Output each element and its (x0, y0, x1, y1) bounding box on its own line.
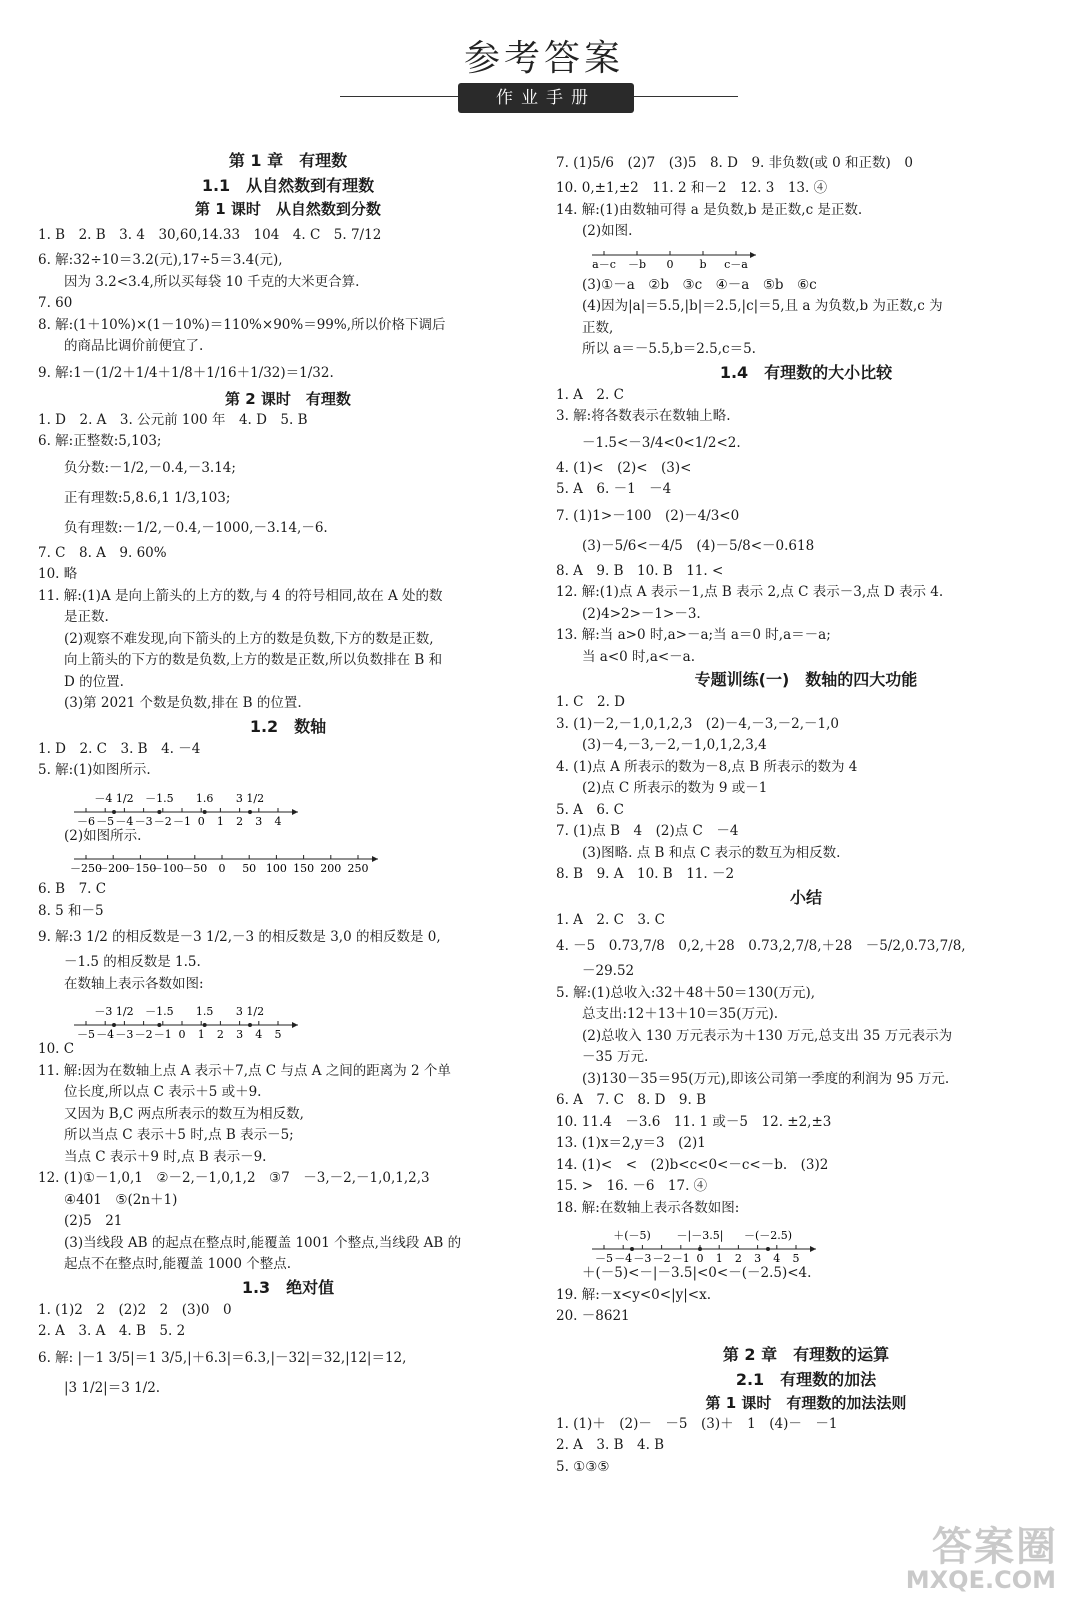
answer-line: 13. 解:当 a>0 时,a>－a;当 a＝0 时,a＝－a; (556, 627, 831, 643)
answer-line: 所以 a＝－5.5,b＝2.5,c＝5. (582, 341, 756, 357)
axis-point (112, 1023, 116, 1027)
number-line-axis3 (64, 995, 304, 1041)
answer-line: (3)第 2021 个数是负数,排在 B 的位置. (64, 695, 302, 711)
axis-tick-label: 4 (773, 1252, 781, 1265)
axis-tick-label: －1 (671, 1252, 690, 1265)
answer-line: 5. A 6. －1 －4 (556, 481, 672, 497)
axis-tick-label: －2 (652, 1252, 671, 1265)
axis-point-label: －4 1/2 (94, 791, 134, 805)
answer-line: 负分数:－1/2,－0.4,－3.14; (64, 459, 236, 476)
left-column (38, 148, 538, 1403)
answer-line: 1. (1)＋ (2)－ －5 (3)＋ 1 (4)－ －1 (556, 1415, 838, 1432)
answer-line: 7. (1)点 B 4 (2)点 C －4 (556, 823, 739, 839)
section-heading: 专题训练(一) 数轴的四大功能 (694, 670, 918, 689)
answer-line: 14. (1)< < (2)b<c<0<－c<－b. (3)2 (556, 1156, 829, 1173)
spacer (556, 1328, 1056, 1342)
section-heading: 1.2 数轴 (249, 716, 327, 736)
axis-tick-label: －2 (134, 1028, 153, 1041)
answer-line: 6. A 7. C 8. D 9. B (556, 1092, 707, 1108)
answer-line: 3. (1)－2,－1,0,1,2,3 (2)－4,－3,－2,－1,0 (556, 715, 840, 732)
axis-point (203, 810, 207, 814)
answer-line: 8. 5 和－5 (38, 902, 104, 919)
axis-tick-label: b (699, 257, 707, 271)
axis-point (157, 810, 161, 814)
answer-line: 当 a<0 时,a<－a. (582, 648, 696, 665)
axis-tick-label: －50 (182, 862, 208, 875)
answer-line: 是正数. (64, 609, 109, 625)
axis-tick-label: a－c (592, 257, 616, 271)
axis-point-label: 1.5 (195, 1005, 214, 1018)
axis-tick-label: 100 (265, 862, 287, 875)
axis-point-label: 3 1/2 (235, 791, 265, 805)
axis-point-label: －3 1/2 (94, 1005, 134, 1018)
axis-tick-label: 1 (197, 1028, 205, 1041)
answer-line: (2)总收入 130 万元表示为＋130 万元,总支出 35 万元表示为 (582, 1027, 953, 1044)
answer-line: 8. B 9. A 10. B 11. －2 (556, 866, 735, 882)
axis-tick-label: －5 (595, 1252, 613, 1265)
answer-line: 6. B 7. C (38, 881, 107, 897)
answer-line: 10. 0,±1,±2 11. 2 和－2 12. 3 13. ④ (556, 180, 828, 196)
answer-line: 6. 解:32÷10＝3.2(元),17÷5＝3.4(元), (38, 252, 283, 268)
axis-tick-label: 200 (320, 862, 342, 875)
answer-line: (2)4>2>－1>－3. (582, 605, 701, 622)
answer-line: 2. A 3. B 4. B (556, 1437, 665, 1453)
answer-line: 5. A 6. C (556, 801, 624, 818)
watermark-logo: 答案圈 (932, 1524, 1058, 1570)
answer-line: 20. －8621 (556, 1308, 630, 1324)
axis-tick-label: －5 (77, 1028, 95, 1041)
axis-point (112, 810, 116, 814)
answer-line: 4. (1)点 A 所表示的数为－8,点 B 所表示的数为 4 (556, 758, 858, 775)
axis-point-label: 3 1/2 (235, 1005, 265, 1018)
number-line-axis5 (582, 1219, 822, 1265)
axis-point-label: 1.6 (195, 791, 214, 805)
answer-line: 11. 解:(1)A 是向上箭头的上方的数,与 4 的符号相同,故在 A 处的数 (38, 587, 443, 604)
answer-line: (3)130－35＝95(万元),即该公司第一季度的利润为 95 万元. (582, 1070, 950, 1087)
answer-line: (3)－5/6<－4/5 (4)－5/8<－0.618 (582, 537, 815, 554)
answer-line: 5. 解:(1)如图所示. (38, 762, 151, 778)
answer-line: (3)当线段 AB 的起点在整点时,能覆盖 1001 个整点,当线段 AB 的 (64, 1234, 462, 1251)
axis-arrow (750, 252, 756, 258)
answer-line: 2. A 3. A 4. B 5. 2 (38, 1323, 186, 1339)
answer-line: ④401 ⑤(2n＋1) (64, 1191, 178, 1208)
watermark-url: MXQE.COM (905, 1566, 1056, 1594)
axis-point (248, 810, 252, 814)
answer-line: 所以当点 C 表示＋5 时,点 B 表示－5; (64, 1127, 294, 1143)
answer-line: 5. ①③⑤ (556, 1458, 610, 1475)
axis-tick-label: 0 (197, 814, 205, 828)
answer-line: 1. (1)2 2 (2)2 2 (3)0 0 (38, 1301, 232, 1318)
axis-tick-label: 1 (216, 814, 224, 828)
answer-line: 11. 解:因为在数轴上点 A 表示＋7,点 C 与点 A 之间的距离为 2 个单 (38, 1062, 451, 1079)
axis-tick-label: 2 (216, 1028, 224, 1041)
answer-line: |3 1/2|＝3 1/2. (64, 1379, 161, 1396)
axis-tick-label: 50 (242, 862, 257, 875)
axis-point-label: －1.5 (145, 1005, 174, 1018)
axis-point (248, 1023, 252, 1027)
answer-line: ＋(－5)<－|－3.5|<0<－(－2.5)<4. (582, 1265, 812, 1281)
page-title: 参考答案 (463, 38, 624, 79)
axis-tick-label: 4 (274, 814, 282, 828)
answer-line: 8. A 9. B 10. B 11. < (556, 562, 724, 579)
answer-line: 6. 解: |－1 3/5|＝1 3/5,|＋6.3|＝6.3,|－32|＝32,|12|＝12, (38, 1349, 407, 1366)
answer-line: 当点 C 表示＋9 时,点 B 表示－9. (64, 1148, 267, 1165)
axis-point (630, 1247, 634, 1251)
axis-tick-label: －100 (151, 862, 184, 875)
answer-line: 1. D 2. A 3. 公元前 100 年 4. D 5. B (38, 411, 308, 428)
answer-line: 8. 解:(1＋10%)×(1－10%)＝110%×90%＝99%,所以价格下调后 (38, 316, 446, 333)
answer-line: 7. 60 (38, 295, 73, 311)
answer-line: 15. > 16. －6 17. ④ (556, 1178, 708, 1194)
axis-tick-label: －2 (153, 814, 172, 828)
answer-line: 1. C 2. D (556, 694, 625, 710)
axis-tick-label: 250 (347, 862, 369, 875)
answer-line: 10. C (38, 1041, 75, 1057)
number-line-axis4 (582, 243, 762, 273)
answer-line: 正数, (582, 319, 614, 336)
axis-arrow (372, 856, 378, 862)
axis-point (698, 1247, 702, 1251)
answer-line: 位长度,所以点 C 表示＋5 或＋9. (64, 1084, 262, 1100)
answer-line: (3)图略. 点 B 和点 C 表示的数互为相反数. (582, 844, 841, 861)
answer-line: 7. (1)1>－100 (2)－4/3<0 (556, 507, 740, 524)
number-line-axis2 (64, 847, 384, 877)
section-heading: 2.1 有理数的加法 (735, 1369, 877, 1389)
answer-line: 10. 11.4 －3.6 11. 1 或－5 12. ±2,±3 (556, 1113, 832, 1130)
section-heading: 小结 (789, 887, 822, 907)
section-heading: 1.4 有理数的大小比较 (719, 362, 893, 382)
answer-line: 10. 略 (38, 566, 78, 582)
answer-line: 1. A 2. C 3. C (556, 911, 665, 928)
answer-line: 4. －5 0.73,7/8 0,2,＋28 0.73,2,7/8,＋28 －5/2,0.73,7/8, (556, 938, 966, 954)
axis-tick-label: －3 (134, 814, 153, 828)
title-rule-left (340, 96, 458, 97)
axis-point (766, 1247, 770, 1251)
axis-tick-label: 0 (666, 257, 674, 271)
answer-line: 6. 解:正整数:5,103; (38, 433, 162, 449)
figure (556, 243, 1056, 275)
axis-point-label: －(－2.5) (743, 1229, 793, 1242)
axis-tick-label: 150 (293, 862, 315, 875)
axis-point-label: ＋(－5) (613, 1229, 651, 1242)
section-heading: 第 2 课时 有理数 (225, 389, 351, 408)
answer-line: (3)①－a ②b ③c ④－a ⑤b ⑥c (582, 276, 817, 293)
axis-tick-label: －3 (115, 1028, 134, 1041)
axis-tick-label: －4 (614, 1252, 633, 1265)
answer-line: (2)5 21 (64, 1213, 123, 1229)
axis-arrow (292, 1022, 298, 1028)
section-heading: 第 1 课时 从自然数到分数 (195, 200, 381, 218)
axis-point (157, 1023, 161, 1027)
axis-tick-label: 2 (734, 1252, 742, 1265)
section-heading: 第 1 章 有理数 (228, 151, 348, 170)
answer-line: 7. (1)5/6 (2)7 (3)5 8. D 9. 非负数(或 0 和正数) 0 (556, 155, 913, 171)
figure (38, 782, 538, 826)
axis-tick-label: 0 (696, 1252, 704, 1265)
answer-line: 9. 解:3 1/2 的相反数是－3 1/2,－3 的相反数是 3,0 的相反数是 0, (38, 929, 441, 945)
answer-line: 在数轴上表示各数如图: (64, 975, 204, 992)
answer-line: 起点不在整点时,能覆盖 1000 个整点. (64, 1256, 292, 1272)
answer-line: D 的位置. (64, 673, 124, 690)
axis-tick-label: 5 (274, 1028, 282, 1041)
axis-arrow (292, 809, 298, 815)
answer-line: 3. 解:将各数表示在数轴上略. (556, 408, 731, 424)
answer-line: 1. B 2. B 3. 4 30,60,14.33 104 4. C 5. 7/12 (38, 227, 382, 243)
answer-line: 1. A 2. C (556, 386, 624, 403)
axis-tick-label: 3 (236, 1028, 244, 1041)
axis-tick-label: 3 (754, 1252, 762, 1265)
axis-tick-label: －1 (153, 1028, 172, 1041)
answer-line: 14. 解:(1)由数轴可得 a 是负数,b 是正数,c 是正数. (556, 201, 863, 218)
answer-line: 4. (1)< (2)< (3)< (556, 459, 692, 476)
axis-tick-label: －3 (633, 1252, 652, 1265)
answer-line: (3)－4,－3,－2,－1,0,1,2,3,4 (582, 737, 767, 753)
axis-point-label: －|－3.5| (676, 1229, 724, 1242)
answer-line: 19. 解:－x<y<0<|y|<x. (556, 1286, 712, 1303)
answer-line: (2)点 C 所表示的数为 9 或－1 (582, 780, 768, 796)
answer-line: 7. C 8. A 9. 60% (38, 544, 167, 561)
axis-tick-label: 3 (255, 814, 263, 828)
axis-tick-label: 0 (178, 1028, 186, 1041)
axis-tick-label: －250 (70, 862, 102, 875)
answer-line: －1.5 的相反数是 1.5. (64, 954, 201, 970)
figure (38, 847, 538, 879)
answer-line: (4)因为|a|＝5.5,|b|＝2.5,|c|＝5,且 a 为负数,b 为正数,c 为 (582, 298, 943, 314)
answer-line: 1. D 2. C 3. B 4. －4 (38, 740, 201, 757)
axis-tick-label: －4 (115, 814, 134, 828)
axis-tick-label: －200 (97, 862, 130, 875)
answer-line: 向上箭头的下方的数是负数,上方的数是正数,所以负数排在 B 和 (64, 652, 443, 668)
axis-tick-label: －b (627, 257, 647, 271)
answer-line: －29.52 (582, 963, 635, 979)
axis-tick-label: 2 (236, 814, 244, 828)
axis-tick-label: 0 (218, 862, 226, 875)
figure (38, 995, 538, 1039)
axis-tick-label: －4 (96, 1028, 115, 1041)
answer-line: (2)观察不难发现,向下箭头的上方的数是负数,下方的数是正数, (64, 630, 434, 647)
axis-tick-label: 1 (715, 1252, 723, 1265)
answer-line: －1.5<－3/4<0<1/2<2. (582, 434, 741, 451)
title-rule-right (634, 96, 738, 97)
axis-tick-label: －1 (173, 814, 191, 828)
section-heading: 1.3 绝对值 (241, 1277, 335, 1297)
axis-tick-label: －150 (124, 862, 157, 875)
answer-line: －35 万元. (582, 1049, 649, 1065)
answer-line: 13. (1)x＝2,y＝3 (2)1 (556, 1135, 706, 1151)
section-heading: 1.1 从自然数到有理数 (201, 176, 375, 195)
section-heading: 第 2 章 有理数的运算 (722, 1344, 890, 1364)
right-column (556, 148, 1056, 1478)
number-line-axis1 (64, 782, 304, 828)
axis-point-label: －1.5 (145, 791, 174, 805)
answer-line: (2)如图所示. (64, 827, 142, 844)
answer-line: (2)如图. (582, 223, 633, 239)
axis-point (203, 1023, 207, 1027)
answer-line: 总支出:12＋13＋10＝35(万元). (582, 1006, 779, 1022)
section-badge: 作业手册 (458, 83, 634, 113)
answer-line: 12. (1)①－1,0,1 ②－2,－1,0,1,2 ③7 －3,－2,－1,0,1,2,3 (38, 1170, 430, 1186)
answer-line: 12. 解:(1)点 A 表示－1,点 B 表示 2,点 C 表示－3,点 D 表示 4. (556, 584, 944, 600)
answer-line: 又因为 B,C 两点所表示的数互为相反数, (64, 1105, 304, 1122)
figure (556, 1219, 1056, 1263)
answer-line: 9. 解:1－(1/2＋1/4＋1/8＋1/16＋1/32)＝1/32. (38, 364, 334, 381)
axis-tick-label: 5 (792, 1252, 800, 1265)
answer-line: 负有理数:－1/2,－0.4,－1000,－3.14,－6. (64, 519, 328, 536)
axis-tick-label: c－a (724, 257, 748, 271)
axis-tick-label: 4 (255, 1028, 263, 1041)
axis-tick-label: －6 (77, 814, 95, 828)
axis-arrow (810, 1246, 816, 1252)
answer-line: 的商品比调价前便宜了. (64, 338, 204, 354)
answer-line: 5. 解:(1)总收入:32＋48＋50＝130(万元), (556, 984, 816, 1001)
answer-line: 正有理数:5,8.6,1 1/3,103; (64, 489, 231, 506)
axis-tick-label: －5 (96, 814, 115, 828)
section-heading: 第 1 课时 有理数的加法法则 (705, 1393, 907, 1412)
answer-line: 18. 解:在数轴上表示各数如图: (556, 1199, 740, 1216)
answer-line: 因为 3.2<3.4,所以买每袋 10 千克的大米更合算. (64, 273, 360, 290)
